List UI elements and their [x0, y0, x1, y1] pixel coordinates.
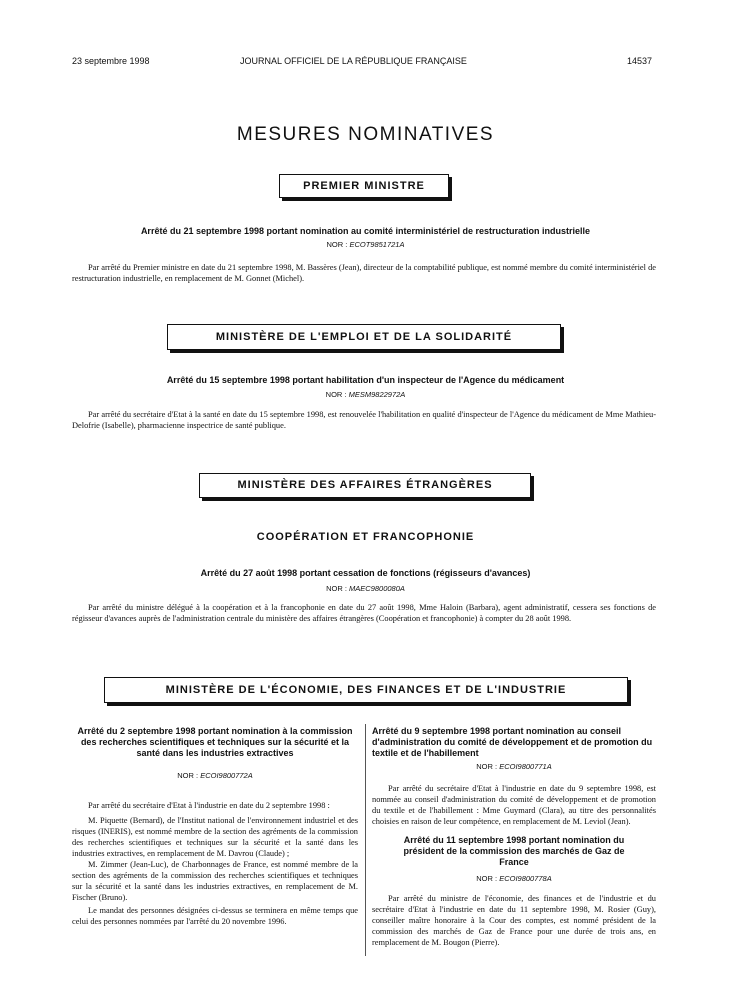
header-date: 23 septembre 1998	[72, 56, 150, 66]
arrete-body: Par arrêté du Premier ministre en date du 21 septembre 1998, M. Bassères (Jean), directeur de la comptabilité publique, est nommé membre du comité interministériel de restructuration industrielle, en remplacement de M. Gonnet (Michel).	[72, 263, 656, 283]
nor-reference: NOR : ECOI9800778A	[476, 874, 552, 883]
arrete-title: Arrêté du 9 septembre 1998 portant nomination au conseil d'administration du comité de développement et de promotion du textile et de l'habillement	[372, 726, 653, 758]
arrete-title: Arrêté du 11 septembre 1998 portant nomination du président de la commission des marchés de Gaz de France	[403, 835, 625, 867]
left-column	[72, 726, 358, 927]
section-heading-emploi: MINISTÈRE DE L'EMPLOI ET DE LA SOLIDARITÉ	[167, 324, 561, 350]
arrete-body: Par arrêté du secrétaire d'Etat à la santé en date du 15 septembre 1998, est renouvelée l'habilitation en qualité d'inspecteur de l'Agence du médicament de Mme Mathieu-Delofrie (Isabelle), pharmacienne inspectrice de santé publique.	[72, 410, 656, 430]
arrete-body: Par arrêté du ministre de l'économie, des finances et de l'industrie et du secrétaire d'Etat à l'industrie en date du 11 septembre 1998, M. Rosier (Guy), conseiller maître honoraire à la Cour des comptes, est nommé président de la commission des marchés de Gaz de France pour une durée de trois ans, en remplacement de M. Bougon (Pierre).	[372, 894, 656, 947]
page-number: 14537	[627, 56, 653, 66]
right-column	[372, 726, 656, 948]
journal-title: JOURNAL OFFICIEL DE LA RÉPUBLIQUE FRANÇAISE	[240, 56, 467, 66]
section-heading-economie: MINISTÈRE DE L'ÉCONOMIE, DES FINANCES ET DE L'INDUSTRIE	[104, 677, 628, 703]
paragraph: M. Piquette (Bernard), de l'Institut national de l'environnement industriel et des risques (INERIS), est nommé membre de la section des agréments de la commission des recherches scientifiques et techniques sur la sécurité et la santé dans les industries extractives, en remplacement de M. Davrou (Claude) ;	[72, 816, 358, 858]
section-heading-premier-ministre: PREMIER MINISTRE	[279, 174, 449, 198]
arrete-body: Par arrêté du ministre délégué à la coopération et à la francophonie en date du 27 août 1998, Mme Haloin (Barbara), agent administratif, cessera ses fonctions de régisseur d'avances auprès de l'administration centrale du ministère des affaires étrangères (Coopération et francophonie) à compter du 28 août 1998.	[72, 603, 656, 623]
paragraph: M. Zimmer (Jean-Luc), de Charbonnages de France, est nommé membre de la section des agréments de la commission des recherches scientifiques et techniques sur la sécurité et la santé dans les industries extractives, en remplacement de M. Fischer (Bruno).	[72, 860, 358, 902]
nor-reference: NOR : ECOT9851721A	[326, 240, 405, 249]
nor-reference: NOR : MAEC9800080A	[326, 584, 405, 593]
nor-reference: NOR : ECOI9800771A	[476, 762, 552, 771]
arrete-body: Par arrêté du secrétaire d'Etat à l'industrie en date du 9 septembre 1998, est nommée au conseil d'administration du comité de développement et de promotion du textile et de l'habillement : Mme Guymard (Clara), au titre des personnalités choisies en raison de leur compétence, en remplacement de M. Leviol (Jean).	[372, 784, 656, 826]
nor-reference: NOR : ECOI9800772A	[177, 771, 253, 780]
arrete-title: Arrêté du 15 septembre 1998 portant habilitation d'un inspecteur de l'Agence du médicament	[166, 375, 565, 385]
section-subheading: COOPÉRATION ET FRANCOPHONIE	[256, 531, 475, 543]
arrete-title: Arrêté du 21 septembre 1998 portant nomination au comité interministériel de restructuration industrielle	[140, 226, 591, 236]
arrete-title: Arrêté du 27 août 1998 portant cessation de fonctions (régisseurs d'avances)	[200, 568, 531, 578]
section-heading-affaires-etrangeres: MINISTÈRE DES AFFAIRES ÉTRANGÈRES	[199, 473, 531, 498]
column-divider	[365, 724, 366, 956]
nor-reference: NOR : MESM9822972A	[325, 390, 406, 399]
arrete-title: Arrêté du 2 septembre 1998 portant nomination à la commission des recherches scientifiques et techniques sur la sécurité et la santé dans les industries extractives	[77, 726, 353, 758]
paragraph: Par arrêté du secrétaire d'Etat à l'industrie en date du 2 septembre 1998 :	[88, 801, 330, 810]
page-title: MESURES NOMINATIVES	[236, 124, 495, 145]
paragraph: Le mandat des personnes désignées ci-dessus se terminera en même temps que celui des personnes nommées par l'arrêté du 20 novembre 1996.	[72, 906, 358, 926]
